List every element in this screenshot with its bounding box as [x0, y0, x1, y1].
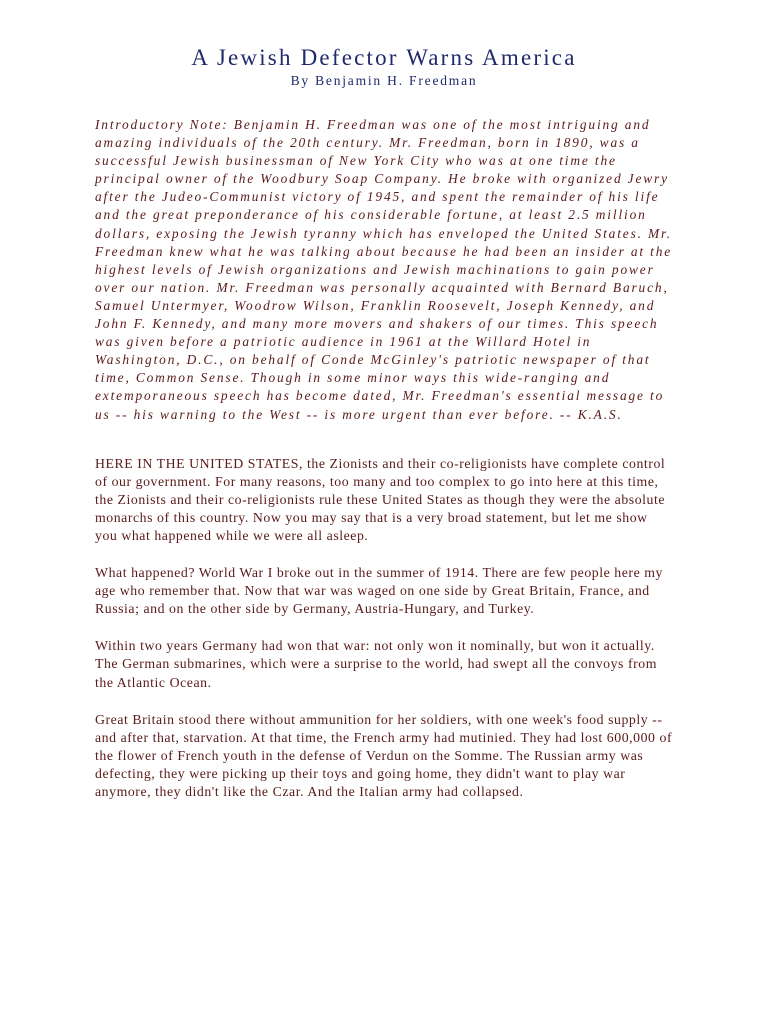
body-paragraph-4: Great Britain stood there without ammunition for her soldiers, with one week's food supply -- and after that, starvation. At that time, the French army had mutinied. They had lost 600,000 of the flower of French youth in the defense of Verdun on the Somme. The Russian army was defecting, they were picking up their toys and going home, they didn't want to play war anymore, they didn't like the Czar. And the Italian army had collapsed.	[95, 711, 673, 799]
document-page	[95, 44, 673, 820]
body-paragraph-1: HERE IN THE UNITED STATES, the Zionists and their co-religionists have complete control of our government. For many reasons, too many and too complex to go into here at this time, the Zionists and their co-religionists rule these United States as though they were the absolute monarchs of this country. Now you may say that is a very broad statement, but let me show you what happened while we were all asleep.	[95, 455, 666, 543]
document-byline: By Benjamin H. Freedman	[290, 73, 478, 88]
body-paragraph-2: What happened? World War I broke out in the summer of 1914. There are few people here my age who remember that. Now that war was waged on one side by Great Britain, France, and Russia; and on the other side by Germany, Austria-Hungary, and Turkey.	[95, 565, 663, 617]
body-paragraph-3: Within two years Germany had won that war: not only won it nominally, but won it actually. The German submarines, which were a surprise to the world, had swept all the convoys from the Atlantic Ocean.	[95, 638, 657, 690]
introductory-note: Introductory Note: Benjamin H. Freedman was one of the most intriguing and amazing individuals of the 20th century. Mr. Freedman, born in 1890, was a successful Jewish businessman of New York City who was at one time the principal owner of the Woodbury Soap Company. He broke with organized Jewry after the Judeo-Communist victory of 1945, and spent the remainder of his life and the great preponderance of his considerable fortune, at least 2.5 million dollars, exposing the Jewish tyranny which has enveloped the United States. Mr. Freedman knew what he was talking about because he had been an insider at the highest levels of Jewish organizations and Jewish machinations to gain power over our nation. Mr. Freedman was personally acquainted with Bernard Baruch, Samuel Untermyer, Woodrow Wilson, Franklin Roosevelt, Joseph Kennedy, and John F. Kennedy, and many more movers and shakers of our times. This speech was given before a patriotic audience in 1961 at the Willard Hotel in Washington, D.C., on behalf of Conde McGinley's patriotic newspaper of that time, Common Sense. Though in some minor ways this wide-ranging and extemporaneous speech has become dated, Mr. Freedman's essential message to us -- his warning to the West -- is more urgent than ever before. -- K.A.S.	[95, 117, 673, 422]
document-title: A Jewish Defector Warns America	[191, 45, 577, 70]
